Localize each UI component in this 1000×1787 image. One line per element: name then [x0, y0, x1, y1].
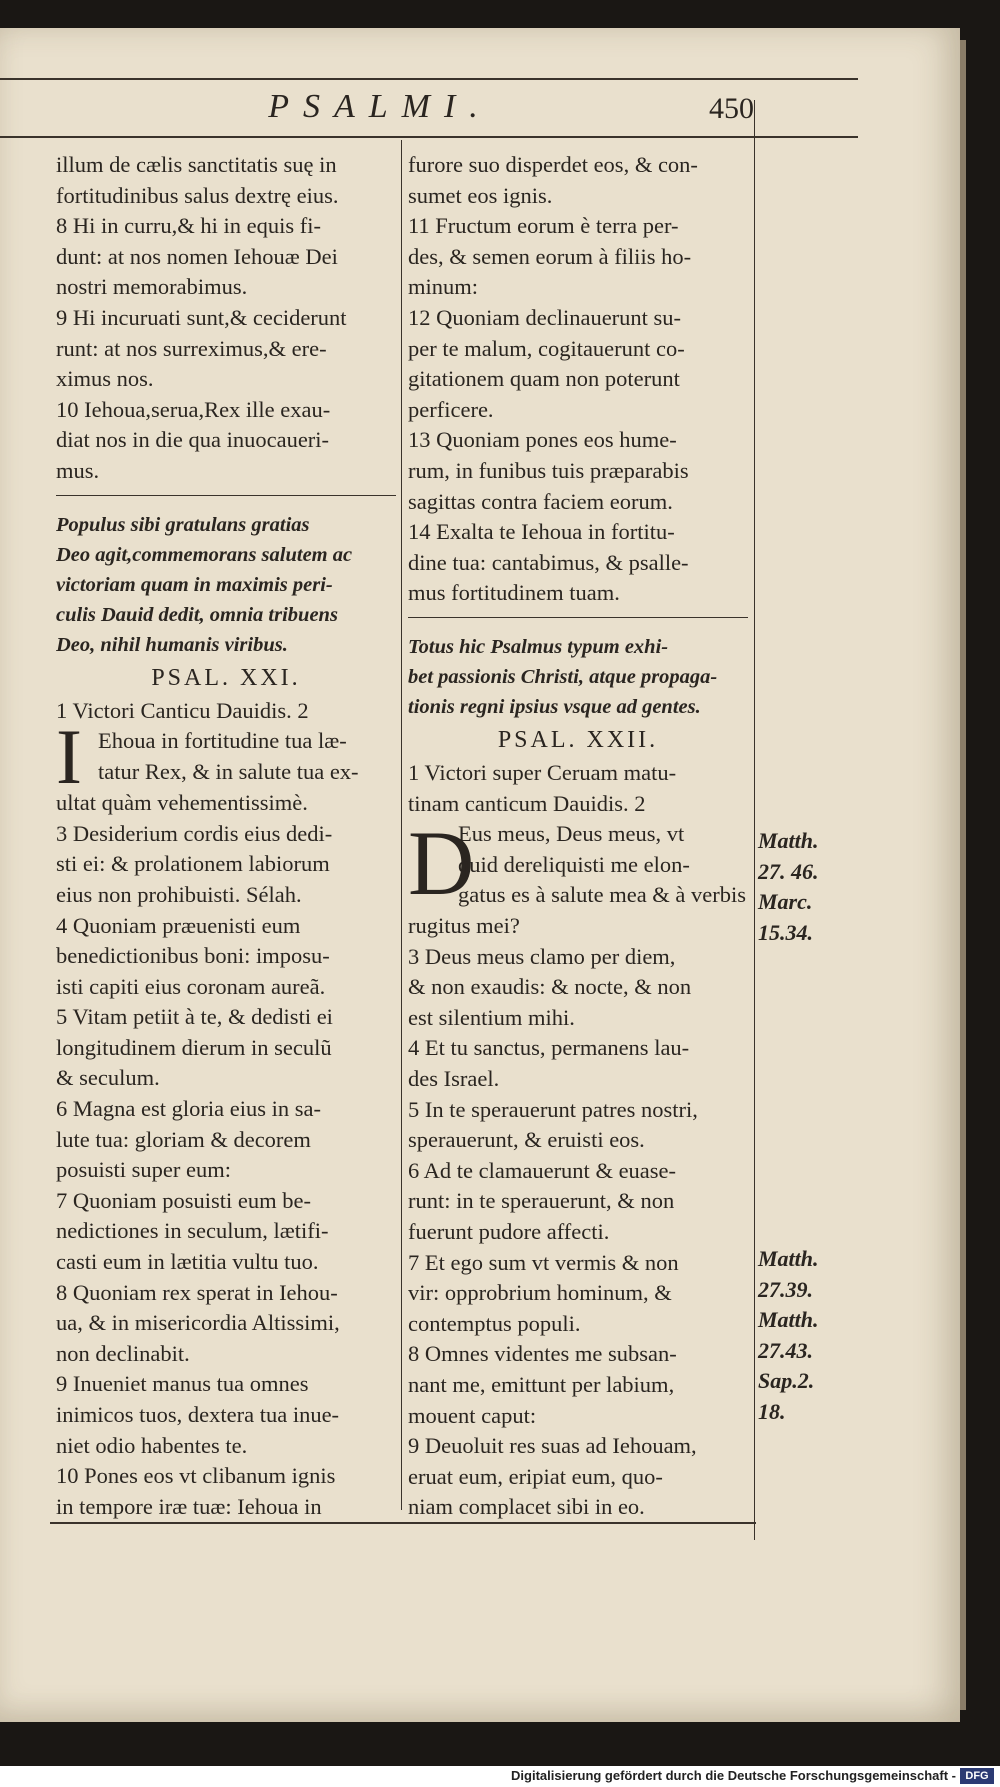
- dfg-logo: DFG: [960, 1768, 994, 1784]
- text-line: ximus nos.: [56, 366, 154, 392]
- left-column: [56, 150, 396, 1522]
- text-line: sagittas contra faciem eorum.: [408, 488, 673, 514]
- margin-note-line: 15.34.: [758, 919, 813, 945]
- right-frame-rule: [754, 100, 755, 1540]
- initial-block: [56, 713, 396, 801]
- margin-note-line: Matth.: [758, 1307, 819, 1333]
- text-line: 3 Deus meus clamo per diem,: [408, 943, 676, 969]
- text-line: benedictionibus boni: imposu-: [56, 943, 330, 969]
- text-line: mouent caput:: [408, 1402, 537, 1428]
- margin-note-line: 27.39.: [758, 1276, 813, 1302]
- text-line: & seculum.: [56, 1065, 160, 1091]
- text-line: nant me, emittunt per labium,: [408, 1372, 675, 1397]
- text-line: sti ei: & prolationem labiorum: [56, 851, 330, 877]
- text-line: in tempore iræ tuæ: Iehoua in: [56, 1493, 322, 1519]
- text-line: 3 Desiderium cordis eius dedi-: [56, 820, 333, 846]
- text-line: mus fortitudinem tuam.: [408, 580, 620, 606]
- text-line: rum, in funibus tuis præparabis: [408, 457, 689, 483]
- funding-credit: Digitalisierung gefördert durch die Deutsche Forschungsgemeinschaft -: [511, 1768, 956, 1783]
- text-line: 9 Hi incuruati sunt,& ceciderunt: [56, 304, 347, 330]
- text-line: 6 Ad te clamauerunt & euase-: [408, 1157, 677, 1183]
- superscription: tinam canticum Dauidis. 2: [408, 790, 646, 816]
- summary-line: Deo, nihil humanis viribus.: [56, 633, 288, 656]
- summary-line: tionis regni ipsius vsque ad gentes.: [408, 695, 701, 718]
- summary-line: bet passionis Christi, atque propaga-: [408, 665, 718, 688]
- text-line: des, & semen eorum à filiis ho-: [408, 243, 692, 269]
- text-line: ua, & in misericordia Altissimi,: [56, 1310, 340, 1336]
- text-line: ultat quàm vehementissimè.: [56, 790, 308, 816]
- text-line: eruat eum, eripiat eum, quo-: [408, 1463, 663, 1489]
- margin-note-line: Matth.: [758, 828, 819, 853]
- text-line: perficere.: [408, 396, 494, 422]
- text-line: diat nos in die qua inuocaueri-: [56, 427, 330, 453]
- text-line: dine tua: cantabimus, & psalle-: [408, 549, 689, 575]
- page-number: 450: [709, 92, 754, 125]
- header-rule: [0, 136, 858, 138]
- text-line: per te malum, cogitauerunt co-: [408, 335, 685, 361]
- superscription: 1 Victori super Ceruam matu-: [408, 759, 677, 785]
- text-line: rugitus mei?: [408, 913, 520, 939]
- superscription: 1 Victori Canticu Dauidis. 2: [56, 697, 309, 723]
- margin-note-line: Marc.: [758, 889, 813, 915]
- text-line: nedictiones in seculum, lætifi-: [56, 1218, 329, 1244]
- text-line: est silentium mihi.: [408, 1004, 575, 1030]
- margin-note-line: 18.: [758, 1398, 786, 1424]
- psalm-title: PSAL. XXII.: [497, 726, 659, 753]
- text-line: longitudinem dierum in seculũ: [56, 1034, 332, 1060]
- summary-line: Deo agit,commemorans salutem ac: [56, 543, 353, 566]
- margin-note-line: Sap.2.: [758, 1368, 815, 1394]
- text-line: tatur Rex, & in salute tua ex-: [98, 758, 359, 784]
- text-line: 5 Vitam petiit à te, & dedisti ei: [56, 1004, 333, 1030]
- text-line: 7 Quoniam posuisti eum be-: [56, 1187, 311, 1213]
- text-line: 6 Magna est gloria eius in sa-: [56, 1096, 321, 1122]
- text-line: niet odio habentes te.: [56, 1432, 248, 1458]
- text-line: inimicos tuos, dextera tua inue-: [56, 1402, 340, 1427]
- drop-initial: D: [408, 812, 475, 915]
- text-line: 10 Pones eos vt clibanum ignis: [56, 1463, 336, 1489]
- text-line: 5 In te sperauerunt patres nostri,: [408, 1096, 698, 1122]
- text-line: 7 Et ego sum vt vermis & non: [408, 1249, 679, 1275]
- initial-block: [408, 812, 748, 915]
- text-line: runt: in te sperauerunt, & non: [408, 1188, 675, 1214]
- text-line: runt: at nos surreximus,& ere-: [56, 335, 327, 361]
- text-line: fuerunt pudore affecti.: [408, 1219, 610, 1245]
- text-line: Ehoua in fortitudine tua læ-: [98, 728, 347, 754]
- text-line: 8 Hi in curru,& hi in equis fi-: [56, 213, 321, 239]
- left-lines-bottom: [56, 788, 396, 1522]
- margin-note-line: 27. 46.: [758, 858, 819, 884]
- text-line: 9 Inueniet manus tua omnes: [56, 1371, 309, 1397]
- digitization-footer: [0, 1766, 1000, 1787]
- text-line: 9 Deuoluit res suas ad Iehouam,: [408, 1433, 697, 1459]
- text-line: casti eum in lætitia vultu tuo.: [56, 1249, 319, 1275]
- summary-line: culis Dauid dedit, omnia tribuens: [56, 603, 338, 626]
- text-line: niam complacet sibi in eo.: [408, 1494, 645, 1520]
- text-line: lute tua: gloriam & decorem: [56, 1126, 311, 1152]
- text-line: minum:: [408, 274, 479, 300]
- running-head: PSALMI.: [268, 88, 492, 125]
- text-line: 13 Quoniam pones eos hume-: [408, 427, 677, 453]
- text-line: nostri memorabimus.: [56, 274, 248, 300]
- margin-note-line: 27.43.: [758, 1337, 813, 1363]
- right-lines-top: [408, 150, 748, 609]
- text-line: dunt: at nos nomen Iehouæ Dei: [56, 243, 338, 269]
- text-line: 14 Exalta te Iehoua in fortitu-: [408, 519, 675, 545]
- text-line: contemptus populi.: [408, 1310, 581, 1336]
- text-line: eius non prohibuisti. Sélah.: [56, 881, 302, 907]
- right-lines-bottom: [408, 911, 748, 1523]
- text-line: isti capiti eius coronam aureã.: [56, 973, 326, 999]
- psalm-summary: [56, 510, 396, 660]
- text-line: 4 Et tu sanctus, permanens lau-: [408, 1035, 690, 1061]
- text-line: non declinabit.: [56, 1340, 190, 1366]
- text-line: gatus es à salute mea & à verbis: [458, 882, 747, 908]
- section-separator: [408, 617, 748, 618]
- drop-initial: I: [56, 713, 82, 801]
- margin-note-reference: [758, 1244, 848, 1428]
- psalm-title: PSAL. XXI.: [151, 664, 301, 691]
- text-line: furore suo disperdet eos, & con-: [408, 152, 698, 177]
- text-line: gitationem quam non poterunt: [408, 366, 680, 392]
- text-line: sumet eos ignis.: [408, 182, 553, 208]
- text-line: posuisti super eum:: [56, 1157, 231, 1183]
- text-line: Eus meus, Deus meus, vt: [458, 821, 685, 847]
- text-line: illum de cælis sanctitatis suę in: [56, 152, 337, 177]
- text-line: 12 Quoniam declinauerunt su-: [408, 304, 682, 330]
- section-separator: [56, 495, 396, 496]
- summary-line: victoriam quam in maximis peri-: [56, 573, 333, 596]
- text-line: des Israel.: [408, 1066, 500, 1092]
- text-line: vir: opprobrium hominum, &: [408, 1280, 672, 1306]
- text-line: mus.: [56, 457, 100, 483]
- text-line: 4 Quoniam præuenisti eum: [56, 912, 301, 938]
- summary-line: Totus hic Psalmus typum exhi-: [408, 635, 669, 658]
- text-line: 8 Quoniam rex sperat in Iehou-: [56, 1279, 338, 1305]
- text-line: sperauerunt, & eruisti eos.: [408, 1127, 645, 1153]
- left-lines-top: [56, 150, 396, 487]
- psalm-summary: [408, 632, 748, 722]
- text-line: fortitudinibus salus dextrę eius.: [56, 182, 339, 208]
- summary-line: Populus sibi gratulans gratias: [56, 513, 310, 536]
- right-column: [408, 150, 748, 1523]
- margin-note-line: Matth.: [758, 1246, 819, 1271]
- text-line: 8 Omnes videntes me subsan-: [408, 1341, 677, 1367]
- text-line: quid dereliquisti me elon-: [458, 851, 690, 877]
- text-line: 11 Fructum eorum è terra per-: [408, 213, 679, 239]
- top-rule: [0, 78, 858, 80]
- text-line: & non exaudis: & nocte, & non: [408, 974, 692, 1000]
- page-edge: [960, 40, 966, 1710]
- margin-note-reference: [758, 826, 848, 948]
- text-line: 10 Iehoua,serua,Rex ille exau-: [56, 396, 331, 422]
- column-divider: [401, 140, 402, 1510]
